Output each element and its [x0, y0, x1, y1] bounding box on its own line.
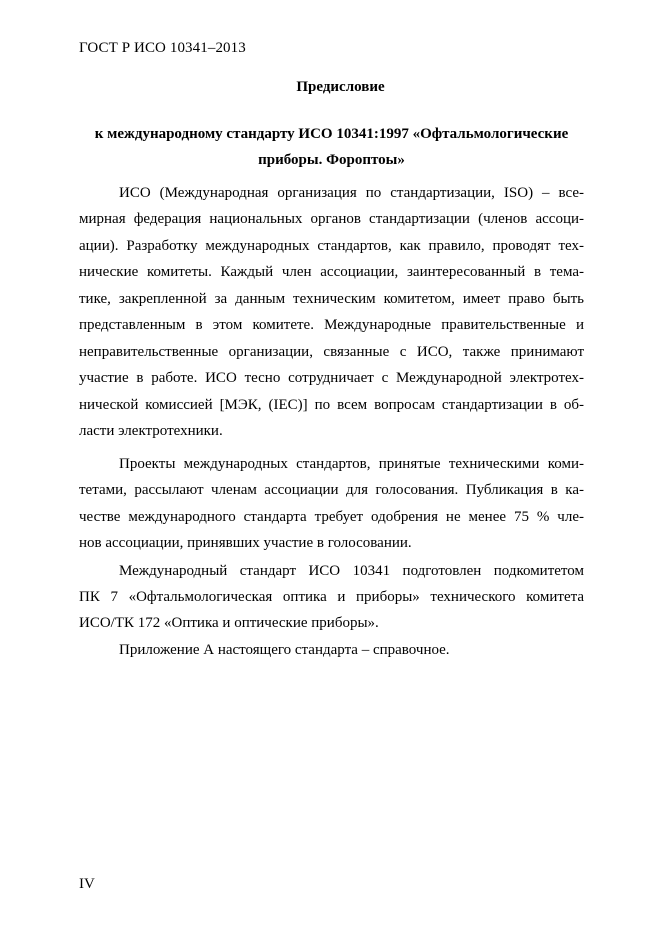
paragraph-2-line: честве международного стандарта требует одобрения не менее 75 % чле- [79, 509, 584, 525]
paragraph-1-line: участие в работе. ИСО тесно сотрудничает с Международной электротех- [79, 370, 584, 386]
paragraph-1-line: тике, закрепленной за данным техническим комитетом, имеет право быть [79, 291, 584, 307]
paragraph-1-line: ласти электротехники. [79, 423, 223, 439]
page-number: IV [79, 876, 95, 892]
subtitle-line-1: к международному стандарту ИСО 10341:1997 «Офтальмологические [94, 126, 569, 142]
paragraph-1-line: нические комитеты. Каждый член ассоциации, заинтересованный в тема- [79, 264, 584, 280]
paragraph-2-line: нов ассоциации, принявших участие в голосовании. [79, 535, 412, 551]
page-subtitle [79, 121, 584, 173]
document-header: ГОСТ Р ИСО 10341–2013 [79, 40, 246, 56]
page-title: Предисловие [296, 79, 385, 95]
paragraph-1-line: мирная федерация национальных органов стандартизации (членов ассоци- [79, 211, 584, 227]
paragraph-2-line: Проекты международных стандартов, принятые техническими коми- [119, 456, 584, 472]
paragraph-4-line: Приложение А настоящего стандарта – справочное. [119, 642, 450, 658]
paragraph-1-line: ации). Разработку международных стандартов, как правило, проводят тех- [79, 238, 584, 254]
paragraph-1-line: неправительственные организации, связанные с ИСО, также принимают [79, 344, 584, 360]
paragraph-1-line: представленным в этом комитете. Международные правительственные и [79, 317, 584, 333]
paragraph-1-line: ИСО (Международная организация по стандартизации, ISO) – все- [119, 185, 584, 201]
paragraph-3-line: ПК 7 «Офтальмологическая оптика и приборы» технического комитета [79, 589, 584, 605]
paragraph-3-line: Международный стандарт ИСО 10341 подготовлен подкомитетом [119, 563, 584, 579]
paragraph-3-line: ИСО/ТК 172 «Оптика и оптические приборы». [79, 615, 379, 631]
paragraph-2-line: тетами, рассылают членам ассоциации для голосования. Публикация в ка- [79, 482, 584, 498]
paragraph-1-line: нической комиссией [МЭК, (IEC)] по всем вопросам стандартизации в об- [79, 397, 584, 413]
subtitle-line-2: приборы. Фороптоы» [258, 152, 405, 168]
